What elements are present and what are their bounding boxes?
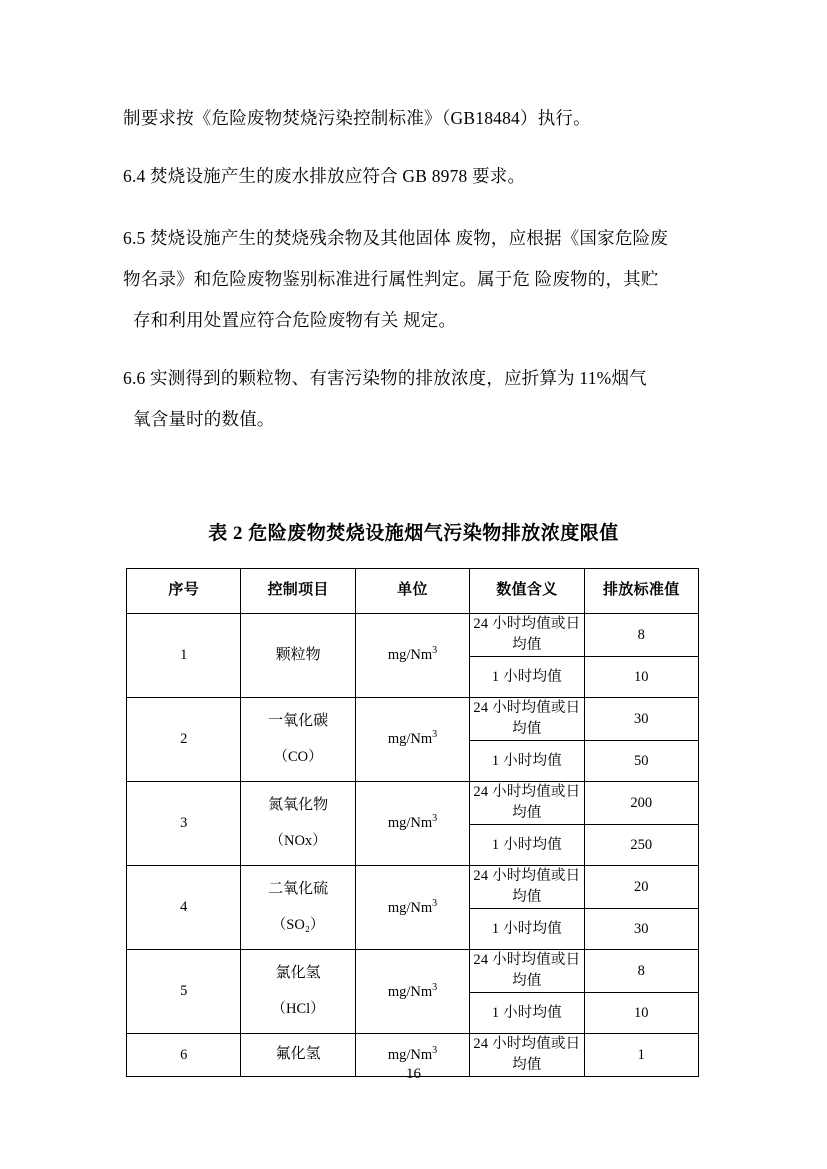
item-name: 二氧化硫: [268, 881, 329, 898]
item-name: 氮氧化物: [268, 797, 329, 814]
cell-standard-value: [584, 993, 698, 1034]
item-formula: （HCl）: [271, 1001, 325, 1017]
table-row: [127, 698, 699, 741]
paragraph-text: [123, 98, 708, 139]
cell-control-item: [241, 698, 355, 782]
item-name: 氯化氢: [275, 965, 321, 982]
cell-value-meaning: [470, 698, 584, 741]
text-line: 存和利用处置应符合危险废物有关 规定。: [133, 310, 457, 330]
cell-value-meaning: [470, 866, 584, 909]
cell-serial: [127, 614, 241, 698]
item-name: 氟化氢: [275, 1046, 321, 1063]
cell-value-meaning: [470, 614, 584, 657]
paragraph-6-4: [123, 156, 708, 197]
cell-value-meaning: [470, 909, 584, 950]
serial-value: 2: [180, 731, 188, 748]
cell-standard-value: [584, 741, 698, 782]
cell-control-item: [241, 614, 355, 698]
unit-value: mg/Nm$^3$: [387, 897, 438, 916]
table-row: [127, 782, 699, 825]
table-header: [127, 569, 699, 614]
cell-standard-value: [584, 614, 698, 657]
paragraph-6-6: [123, 358, 708, 440]
table-row: [127, 614, 699, 657]
value-meaning-text: 24 小时均值或日均值: [473, 700, 581, 738]
paragraph-text: [123, 358, 708, 440]
unit-exponent: 3: [432, 729, 438, 741]
item-formula: （NOx）: [269, 832, 327, 849]
cell-value-meaning: [470, 657, 584, 698]
paragraph-text: [123, 156, 708, 197]
unit-exponent: 3: [432, 645, 438, 657]
standard-value-text: 20: [634, 878, 649, 895]
cell-standard-value: [584, 866, 698, 909]
unit-exponent: 3: [432, 897, 438, 909]
cell-standard-value: [584, 950, 698, 993]
unit-value: mg/Nm$^3$: [387, 645, 438, 664]
cell-standard-value: [584, 657, 698, 698]
value-meaning-text: 1 小时均值: [491, 1004, 562, 1021]
value-meaning-text: 1 小时均值: [491, 668, 562, 685]
cell-value-meaning: [470, 741, 584, 782]
text-line: 制要求按《危险废物焚烧污染控制标准》（GB18484）执行。: [123, 108, 591, 128]
unit-value: mg/Nm$^3$: [387, 1045, 438, 1064]
column-header-unit: 单位: [355, 569, 469, 614]
cell-serial: [127, 782, 241, 866]
table-row: [127, 866, 699, 909]
standard-value-text: 30: [634, 920, 649, 937]
text-line: 物名录》和危险废物鉴别标准进行属性判定。属于危 险废物的，其贮: [123, 269, 659, 289]
cell-value-meaning: [470, 950, 584, 993]
standard-value-text: 10: [634, 668, 649, 685]
column-header-serial: 序号: [127, 569, 241, 614]
column-header-meaning: 数值含义: [470, 569, 584, 614]
value-meaning-text: 24 小时均值或日均值: [473, 952, 581, 990]
unit-exponent: 3: [432, 1045, 438, 1057]
text-line: 氧含量时的数值。: [133, 409, 275, 429]
serial-value: 4: [180, 899, 188, 916]
value-meaning-text: 24 小时均值或日均值: [473, 868, 581, 906]
unit-exponent: 3: [432, 813, 438, 825]
cell-unit: [355, 866, 469, 950]
value-meaning-text: 1 小时均值: [491, 836, 562, 853]
emission-limits-table-wrapper: [126, 568, 699, 1077]
standard-value-text: 1: [637, 1046, 645, 1063]
cell-standard-value: [584, 825, 698, 866]
cell-serial: [127, 950, 241, 1034]
cell-value-meaning: [470, 782, 584, 825]
unit-value: mg/Nm$^3$: [387, 729, 438, 748]
paragraph-6-5: [123, 218, 708, 341]
unit-value: mg/Nm$^3$: [387, 981, 438, 1000]
table-caption: 表 2 危险废物焚烧设施烟气污染物排放浓度限值: [208, 523, 619, 544]
serial-value: 3: [180, 815, 188, 832]
cell-control-item: [241, 866, 355, 950]
serial-value: 1: [180, 647, 188, 663]
value-meaning-text: 1 小时均值: [491, 752, 562, 769]
item-formula: （SO₂）: [271, 916, 325, 933]
emission-limits-table: [126, 568, 699, 1077]
table-header-row: [127, 569, 699, 614]
value-meaning-text: 24 小时均值或日均值: [473, 1036, 581, 1074]
value-meaning-text: 1 小时均值: [491, 920, 562, 937]
standard-value-text: 30: [634, 710, 649, 727]
standard-value-text: 10: [634, 1004, 649, 1021]
serial-value: 6: [180, 1046, 188, 1063]
cell-unit: [355, 614, 469, 698]
unit-value: mg/Nm$^3$: [387, 813, 438, 832]
table-row: [127, 950, 699, 993]
cell-serial: [127, 698, 241, 782]
text-line: 6.5 焚烧设施产生的焚烧残余物及其他固体 废物，应根据《国家危险废: [123, 228, 668, 248]
standard-value-text: 8: [637, 626, 645, 643]
serial-value: 5: [180, 983, 188, 1000]
cell-control-item: [241, 950, 355, 1034]
standard-value-text: 50: [634, 752, 649, 769]
cell-serial: [127, 866, 241, 950]
item-name: 一氧化碳: [268, 713, 329, 730]
value-meaning-text: 24 小时均值或日均值: [473, 784, 581, 822]
cell-standard-value: [584, 909, 698, 950]
cell-standard-value: [584, 782, 698, 825]
standard-value-text: 200: [630, 794, 653, 811]
cell-value-meaning: [470, 825, 584, 866]
item-formula: （CO）: [273, 748, 323, 765]
cell-unit: [355, 782, 469, 866]
text-line: 6.4 焚烧设施产生的废水排放应符合 GB 8978 要求。: [123, 166, 526, 186]
standard-value-text: 250: [630, 836, 653, 853]
cell-unit: [355, 950, 469, 1034]
cell-standard-value: [584, 698, 698, 741]
cell-unit: [355, 698, 469, 782]
paragraph-text: [123, 218, 708, 341]
standard-value-text: 8: [637, 962, 645, 979]
column-header-item: 控制项目: [241, 569, 355, 614]
item-name: 颗粒物: [275, 646, 321, 663]
page-number: 16: [406, 1066, 421, 1082]
cell-value-meaning: [470, 993, 584, 1034]
column-header-standard: 排放标准值: [584, 569, 698, 614]
value-meaning-text: 24 小时均值或日均值: [473, 616, 581, 654]
paragraph-continued: [123, 98, 708, 139]
cell-control-item: [241, 782, 355, 866]
table-body: [127, 614, 699, 1077]
text-line: 6.6 实测得到的颗粒物、有害污染物的排放浓度，应折算为 11%烟气: [123, 368, 647, 388]
unit-exponent: 3: [432, 981, 438, 993]
